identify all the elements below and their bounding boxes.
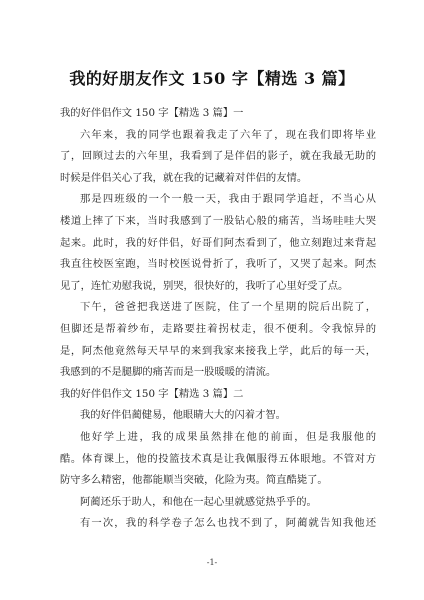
text-line: 了，回顾过去的六年里，我看到了是伴侣的影子，就在我最无助的 xyxy=(60,150,376,163)
text-line: 时候是伴侣关心了我，就在我的记藏着对伴侣的友情。 xyxy=(60,171,308,184)
paragraph xyxy=(60,492,376,514)
page-number: -1- xyxy=(206,558,218,567)
paragraph xyxy=(60,189,376,297)
text-line: 我感到的不是腿脚的痛苦而是一股暖暖的清流。 xyxy=(60,366,277,379)
text-line: 是，阿杰他竟然每天早早的来到我家来接我上学，此后的每一天， xyxy=(60,344,376,357)
text-line: 我的好伴侣蔺健易，他眼睛大大的闪着才智。 xyxy=(80,409,286,422)
text-line: 但脚还是帮着纱布，走路要拄着拐杖走，很不便利。令我惊异的 xyxy=(60,322,376,335)
text-line: 那是四班级的一个一般一天，我由于跟同学追赶，不当心从 xyxy=(80,193,376,206)
paragraph xyxy=(60,125,376,190)
text-line: 六年来，我的同学也跟着我走了六年了，现在我们即将毕业 xyxy=(80,128,376,141)
paragraph xyxy=(60,427,376,492)
text-line: 阿蔺还乐于助人，和他在一起心里就感觉热乎乎的。 xyxy=(80,495,317,508)
text-line: 酷。体育课上，他的投篮技术真是让我佩服得五体眼地。不管对方 xyxy=(60,452,376,465)
text-line: 有一次，我的科学卷子怎么也找不到了，阿蔺就告知我他还 xyxy=(80,517,376,530)
text-line: 我直往校医室跑，当时校医说骨折了，我听了，又哭了起来。阿杰 xyxy=(60,258,376,271)
text-line: 下午，爸爸把我送进了医院，住了一个星期的院后出院了， xyxy=(80,301,376,314)
text-line: 楼道上摔了下来，当时我感到了一股钻心般的痛苦，当场哇哇大哭 xyxy=(60,214,376,227)
paragraph xyxy=(60,297,376,383)
document-body xyxy=(60,103,376,535)
section-heading: 我的好伴侣作文 150 字【精选 3 篇】二 xyxy=(60,387,244,400)
paragraph xyxy=(60,513,376,535)
text-line: 他好学上进，我的成果虽然排在他的前面，但是我服他的 xyxy=(80,430,376,443)
text-line: 见了，连忙劝慰我说，别哭，很快好的，我听了心里好受了点。 xyxy=(60,279,349,292)
text-line: 起来。此时，我的好伴侣，好哥们阿杰看到了，他立刻跑过来背起 xyxy=(60,236,376,249)
document-title: 我的好朋友作文 150 字【精选 3 篇】 xyxy=(69,69,355,88)
paragraph xyxy=(60,405,376,427)
section-heading: 我的好伴侣作文 150 字【精选 3 篇】一 xyxy=(60,107,244,119)
text-line: 防守多么精密，他都能顺当突破，化险为夷。简直酷毙了。 xyxy=(60,474,328,487)
